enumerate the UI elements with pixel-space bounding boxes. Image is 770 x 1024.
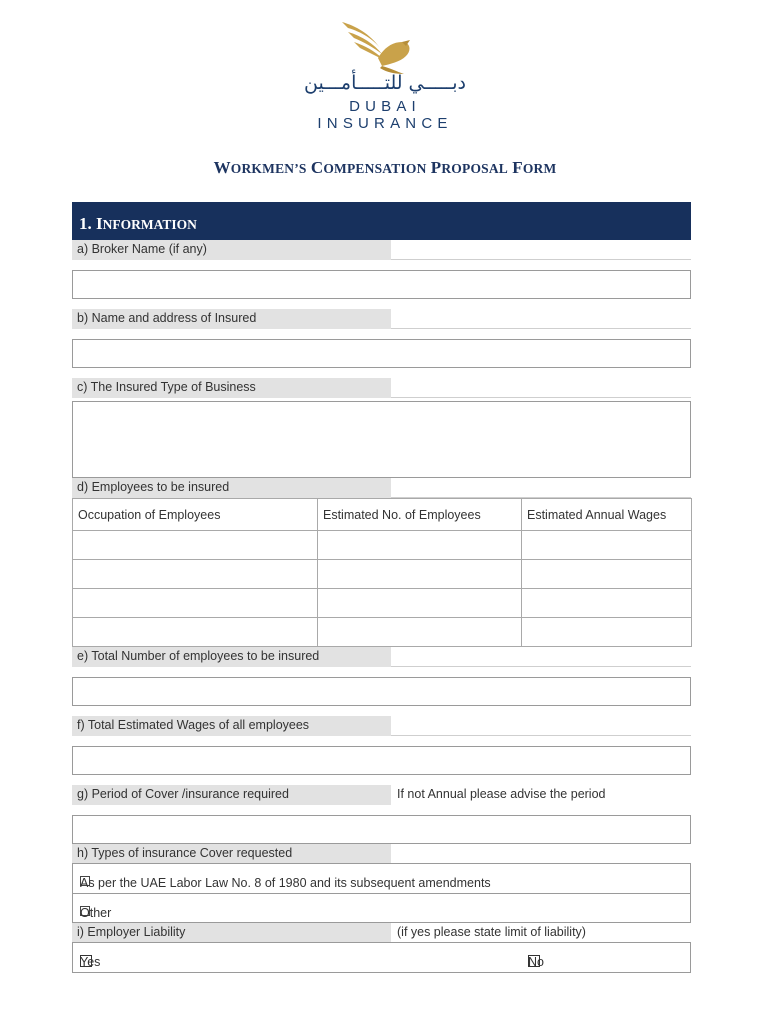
cover-option-other[interactable]: Other <box>72 894 691 923</box>
cover-option-uae-law[interactable]: As per the UAE Labor Law No. 8 of 1980 and its subsequent amendments <box>72 863 691 894</box>
table-row <box>73 618 692 647</box>
business-type-label: c) The Insured Type of Business <box>77 380 256 394</box>
cover-types-label-row <box>72 844 691 863</box>
falcon-logo-icon <box>278 18 492 74</box>
period-label-row <box>72 785 691 805</box>
dubai-insurance-logo <box>278 18 492 132</box>
broker-label-row <box>72 240 691 260</box>
cover-types-label: h) Types of insurance Cover requested <box>77 846 293 860</box>
employees-label: d) Employees to be insured <box>77 480 230 494</box>
est-wages-cell[interactable] <box>522 531 692 560</box>
occupation-cell[interactable] <box>73 531 318 560</box>
table-header-est-wages: Estimated Annual Wages <box>522 499 692 531</box>
est-wages-cell[interactable] <box>522 589 692 618</box>
employer-liability-label: i) Employer Liability <box>77 925 186 939</box>
insured-name-label-row <box>72 309 691 329</box>
section-header-information: 1. INFORMATION <box>72 202 691 240</box>
liability-note: (if yes please state limit of liability) <box>397 925 586 939</box>
employees-label-row <box>72 478 691 498</box>
est-number-cell[interactable] <box>318 531 522 560</box>
employee-table <box>72 498 692 647</box>
total-wages-field[interactable] <box>72 746 691 775</box>
insured-name-label: b) Name and address of Insured <box>77 311 257 325</box>
est-number-cell[interactable] <box>318 618 522 647</box>
total-employees-field[interactable] <box>72 677 691 706</box>
period-label: g) Period of Cover /insurance required <box>77 787 289 801</box>
est-wages-cell[interactable] <box>522 618 692 647</box>
table-header-est-number: Estimated No. of Employees <box>318 499 522 531</box>
period-field[interactable] <box>72 815 691 844</box>
logo-english-text: DUBAI INSURANCE <box>317 98 453 132</box>
occupation-cell[interactable] <box>73 589 318 618</box>
broker-label: a) Broker Name (if any) <box>77 242 207 256</box>
business-type-label-row <box>72 378 691 398</box>
total-employees-label-row <box>72 647 691 667</box>
occupation-cell[interactable] <box>73 618 318 647</box>
est-wages-cell[interactable] <box>522 560 692 589</box>
form-title: WORKMEN’S COMPENSATION PROPOSAL FORM <box>213 158 557 177</box>
occupation-cell[interactable] <box>73 560 318 589</box>
table-row <box>73 560 692 589</box>
est-number-cell[interactable] <box>318 560 522 589</box>
logo-arabic-text: دبـــــي للتـــــأمـــين <box>304 72 466 94</box>
total-employees-label: e) Total Number of employees to be insured <box>77 649 320 663</box>
proposal-form <box>72 202 691 973</box>
employer-liability-options: Yes No <box>72 942 691 973</box>
employer-liability-label-row <box>72 923 691 942</box>
est-number-cell[interactable] <box>318 589 522 618</box>
total-wages-label-row <box>72 716 691 736</box>
table-row <box>73 589 692 618</box>
table-header-occupation: Occupation of Employees <box>73 499 318 531</box>
business-type-field[interactable] <box>72 401 691 478</box>
table-row <box>73 531 692 560</box>
broker-name-field[interactable] <box>72 270 691 299</box>
total-wages-label: f) Total Estimated Wages of all employees <box>77 718 310 732</box>
period-note: If not Annual please advise the period <box>397 787 606 801</box>
insured-name-address-field[interactable] <box>72 339 691 368</box>
